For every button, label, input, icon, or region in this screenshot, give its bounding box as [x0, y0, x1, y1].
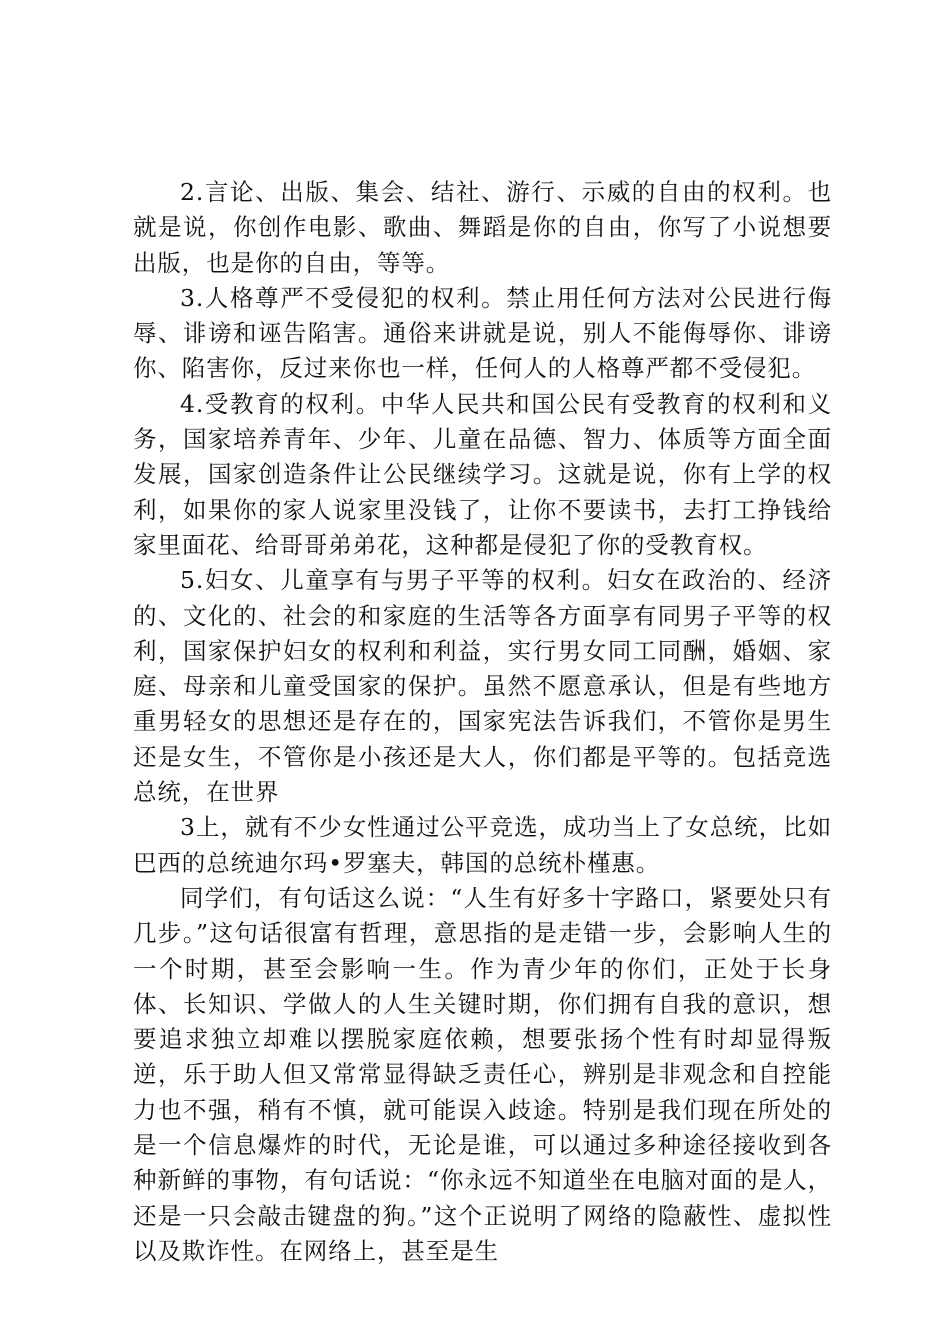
document-body — [133, 175, 832, 1269]
paragraph-personal-dignity: 3.人格尊严不受侵犯的权利。禁止用任何方法对公民进行侮辱、诽谤和诬告陷害。通俗来讲就是说，别人不能侮辱你、诽谤你、陷害你，反过来你也一样，任何人的人格尊严都不受侵犯。 — [133, 283, 832, 383]
paragraph-female-presidents: 3上，就有不少女性通过公平竞选，成功当上了女总统，比如巴西的总统迪尔玛•罗塞夫，韩国的总统朴槿惠。 — [133, 813, 832, 877]
paragraph-freedom-of-expression: 2.言论、出版、集会、结社、游行、示威的自由的权利。也就是说，你创作电影、歌曲、舞蹈是你的自由，你写了小说想要出版，也是你的自由，等等。 — [133, 178, 832, 277]
paragraph-gender-equality: 5.妇女、儿童享有与男子平等的权利。妇女在政治的、经济的、文化的、社会的和家庭的生活等各方面享有同男子平等的权利，国家保护妇女的权利和利益，实行男女同工同酬，婚姻、家庭、母亲和儿童受国家的保护。虽然不愿意承认，但是有些地方重男轻女的思想还是存在的，国家宪法告诉我们，不管你是男生还是女生，不管你是小孩还是大人，你们都是平等的。包括竞选总统，在世界 — [133, 566, 832, 807]
paragraph-right-to-education: 4.受教育的权利。中华人民共和国公民有受教育的权利和义务，国家培养青年、少年、儿童在品德、智力、体质等方面全面发展，国家创造条件让公民继续学习。这就是说，你有上学的权利，如果你的家人说家里没钱了，让你不要读书，去打工挣钱给家里面花、给哥哥弟弟花，这种都是侵犯了你的受教育权。 — [133, 389, 832, 559]
paragraph-life-crossroads: 同学们，有句话这么说：“人生有好多十字路口，紧要处只有几步。”这句话很富有哲理，意思指的是走错一步，会影响人生的一个时期，甚至会影响一生。作为青少年的你们，正处于长身体、长知识、学做人的人生关键时期，你们拥有自我的意识，想要追求独立却难以摆脱家庭依赖，想要张扬个性有时却显得叛逆，乐于助人但又常常显得缺乏责任心，辨别是非观念和自控能力也不强，稍有不慎，就可能误入歧途。特别是我们现在所处的是一个信息爆炸的时代，无论是谁，可以通过多种途径接收到各种新鲜的事物，有句话说：“你永远不知道坐在电脑对面的是人，还是一只会敲击键盘的狗。”这个正说明了网络的隐蔽性、虚拟性以及欺诈性。在网络上，甚至是生 — [133, 883, 832, 1265]
